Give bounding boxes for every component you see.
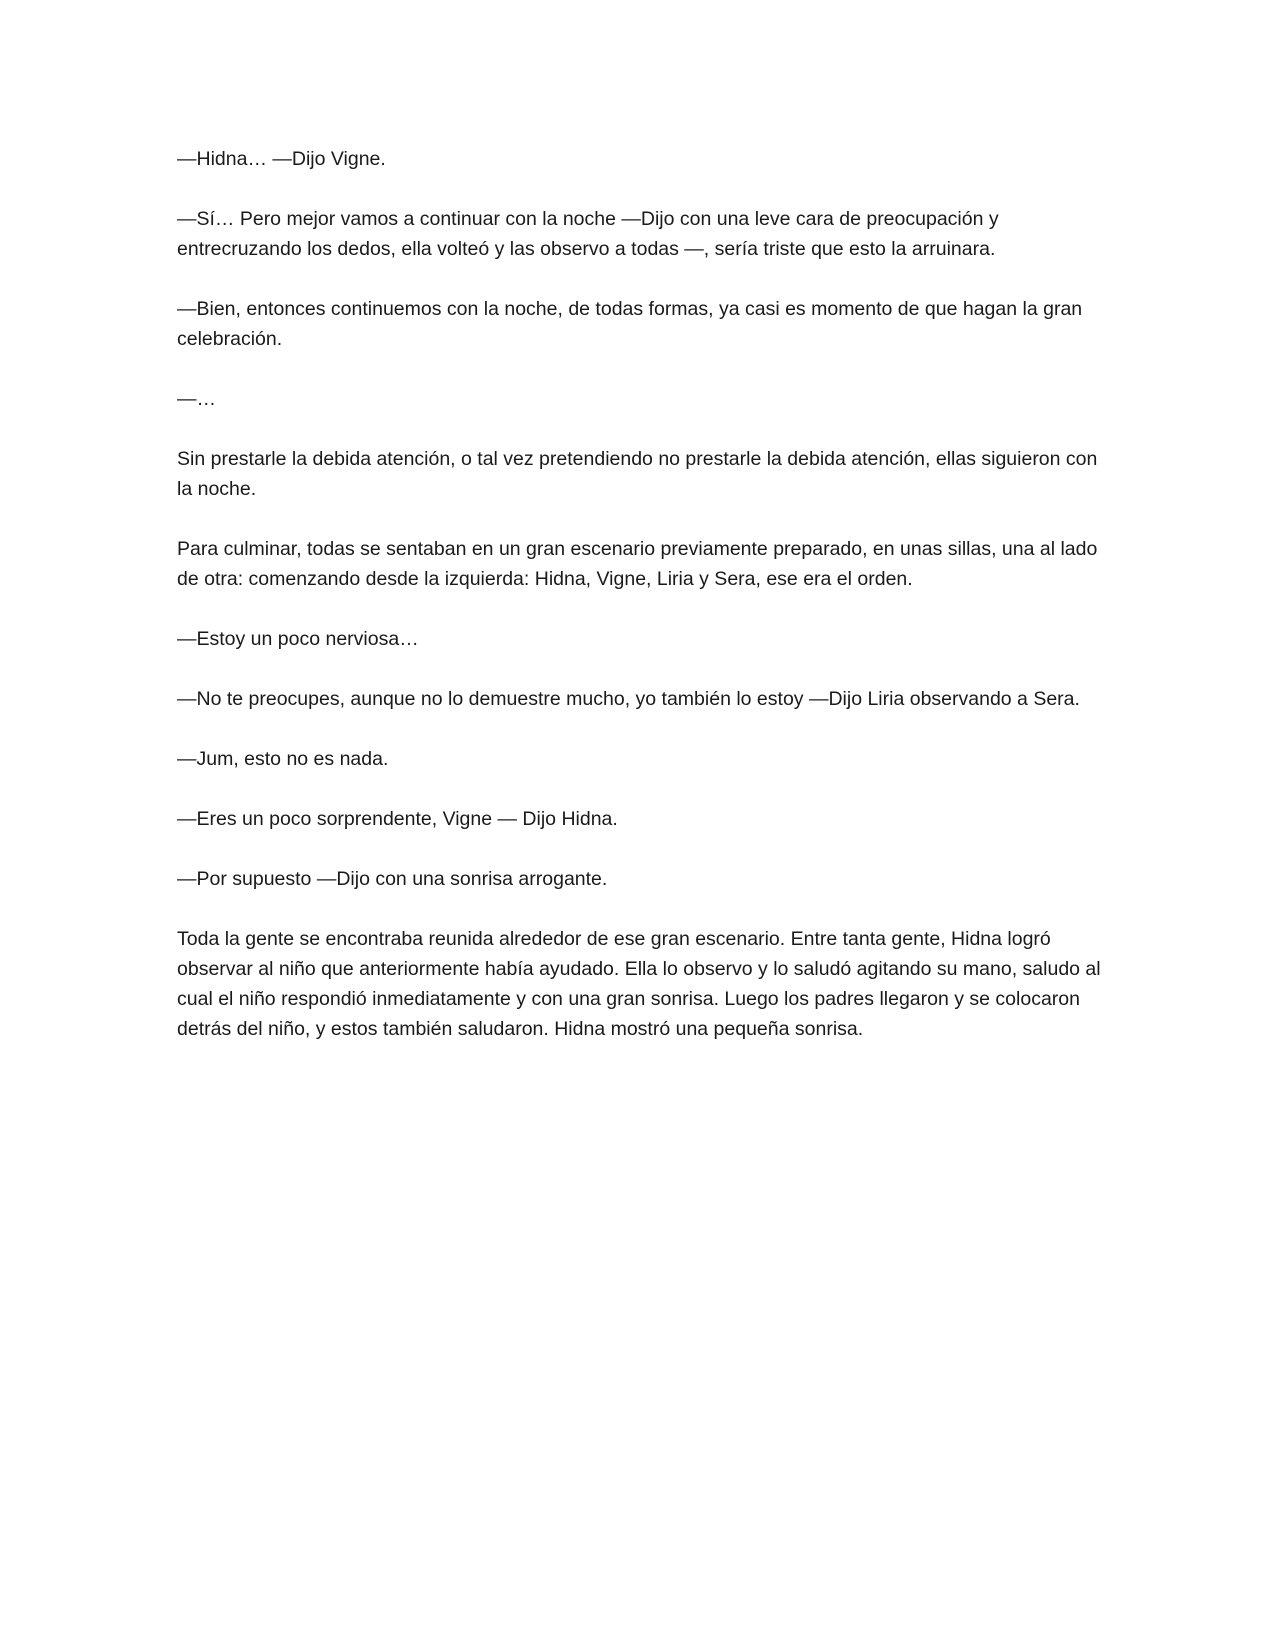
paragraph: —Estoy un poco nerviosa… — [177, 628, 419, 650]
paragraph: —Por supuesto —Dijo con una sonrisa arrogante. — [177, 868, 608, 890]
paragraph: Toda la gente se encontraba reunida alrededor de ese gran escenario. Entre tanta gente, Hidna logró observar al niño que anteriormente había ayudado. Ella lo observo y lo saludó agitando su mano, saludo al cual el niño respondió inmediatamente y con una gran sonrisa. Luego los padres llegaron y se colocaron detrás del niño, y estos también saludaron. Hidna mostró una pequeña sonrisa. — [177, 928, 1101, 1040]
paragraph: —Bien, entonces continuemos con la noche, de todas formas, ya casi es momento de que hagan la gran celebración. — [177, 298, 1083, 350]
paragraph: Sin prestarle la debida atención, o tal vez pretendiendo no prestarle la debida atención, ellas siguieron con la noche. — [177, 448, 1098, 500]
paragraph: Para culminar, todas se sentaban en un gran escenario previamente preparado, en unas sillas, una al lado de otra: comenzando desde la izquierda: Hidna, Vigne, Liria y Sera, ese era el orden. — [177, 538, 1098, 590]
paragraph: —Sí… Pero mejor vamos a continuar con la noche —Dijo con una leve cara de preocupación y entrecruzando los dedos, ella volteó y las observo a todas —, sería triste que esto la arruinara. — [177, 208, 999, 260]
paragraph: —… — [177, 388, 216, 410]
paragraph: —Hidna… —Dijo Vigne. — [177, 148, 386, 170]
paragraph: —Eres un poco sorprendente, Vigne — Dijo Hidna. — [177, 808, 618, 830]
paragraph: —Jum, esto no es nada. — [177, 748, 389, 770]
document-body — [177, 144, 1107, 1074]
paragraph: —No te preocupes, aunque no lo demuestre mucho, yo también lo estoy —Dijo Liria observando a Sera. — [177, 688, 1080, 710]
